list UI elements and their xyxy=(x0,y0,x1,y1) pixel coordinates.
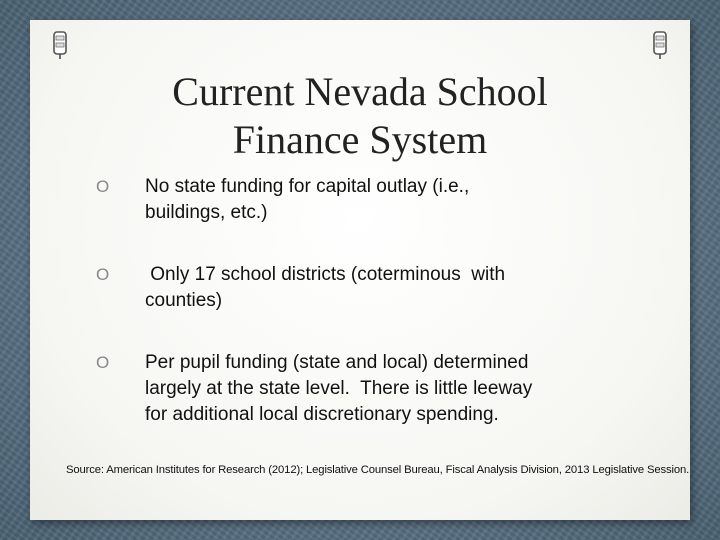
title-line: Current Nevada School xyxy=(172,69,548,114)
bullet-text: largely at the state level. There is little leeway xyxy=(145,378,533,399)
slide-title xyxy=(60,68,660,164)
bullet-marker: O xyxy=(96,265,110,284)
source-citation: Source: American Institutes for Research (2012); Legislative Counsel Bureau, Fiscal Analysis Division, 2013 Legislative Session. xyxy=(66,464,690,476)
bullet-marker: O xyxy=(96,353,110,372)
pushpin-icon xyxy=(52,30,68,60)
title-line: Finance System xyxy=(232,117,488,162)
bullet-text: No state funding for capital outlay (i.e., xyxy=(145,176,470,197)
bullet-text: Per pupil funding (state and local) determined xyxy=(145,352,529,373)
bullet-marker: O xyxy=(96,177,110,196)
bullet-text: counties) xyxy=(145,290,223,311)
pushpin-icon xyxy=(652,30,668,60)
bullet-item xyxy=(96,262,622,314)
bullet-item xyxy=(96,350,622,428)
bullet-text: buildings, etc.) xyxy=(145,202,268,223)
bullet-text: for additional local discretionary spending. xyxy=(145,404,499,425)
bullet-item xyxy=(96,174,622,226)
bullet-text: Only 17 school districts (coterminous with xyxy=(145,264,506,285)
